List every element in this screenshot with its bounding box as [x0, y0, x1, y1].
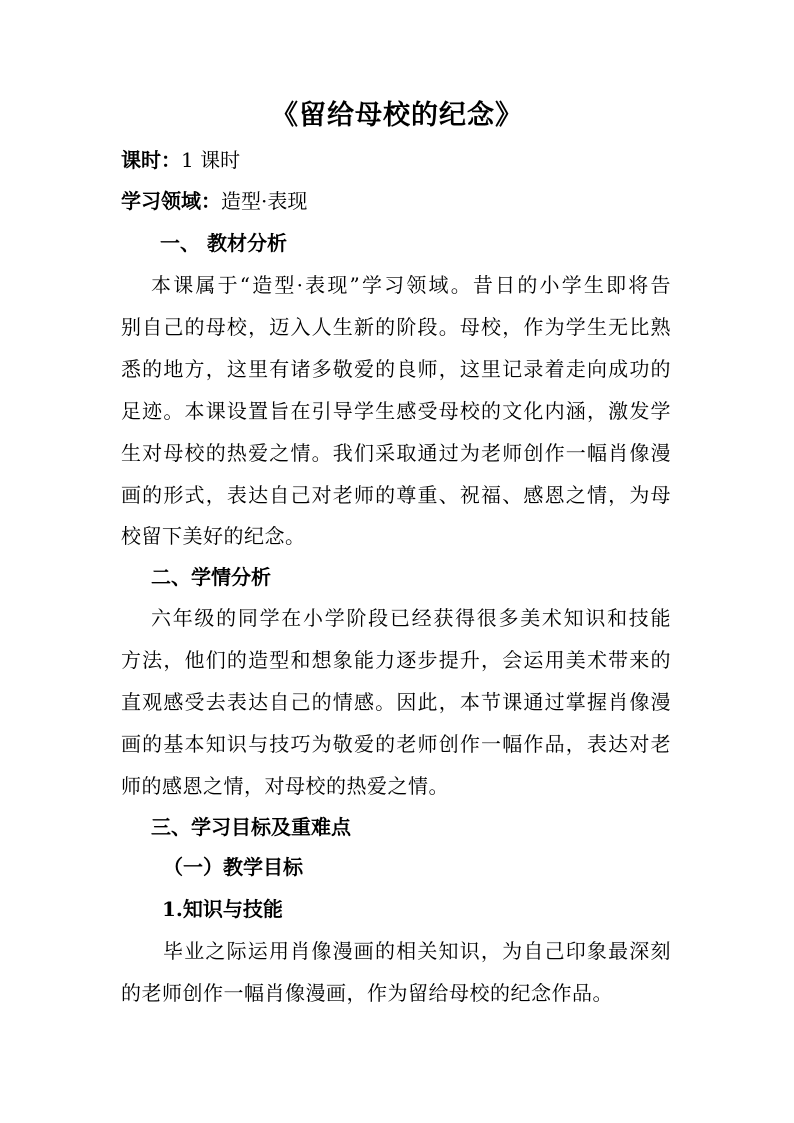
section1-paragraph-line: 本课属于“造型·表现”学习领域。昔日的小学生即将告: [151, 273, 671, 297]
section1-paragraph-line: 生对母校的热爱之情。我们采取通过为老师创作一幅肖像漫: [121, 441, 671, 465]
section2-paragraph-line: 直观感受去表达自己的情感。因此，本节课通过掌握肖像漫: [121, 690, 671, 714]
section3-paragraph-line: 的老师创作一幅肖像漫画，作为留给母校的纪念作品。: [121, 981, 613, 1005]
learning-domain-row: [121, 186, 307, 216]
section2-paragraph-line: 方法，他们的造型和想象能力逐步提升，会运用美术带来的: [121, 648, 671, 672]
section3-item-heading: 1.知识与技能: [162, 897, 283, 921]
section1-paragraph-line: 画的形式，表达自己对老师的尊重、祝福、感恩之情，为母: [121, 483, 671, 507]
class-hours-label: 课时：: [121, 148, 181, 172]
section1-paragraph-line: 足迹。本课设置旨在引导学生感受母校的文化内涵，激发学: [121, 399, 671, 423]
class-hours-value: 1 课时: [181, 148, 241, 172]
learning-domain-value: 造型·表现: [221, 189, 308, 213]
section2-paragraph-line: 画的基本知识与技巧为敬爱的老师创作一幅作品，表达对老: [121, 732, 671, 756]
section1-heading: 一、 教材分析: [160, 231, 287, 255]
section2-paragraph-line: 师的感恩之情，对母校的热爱之情。: [121, 774, 449, 798]
section2-heading: 二、学情分析: [151, 565, 271, 589]
section3-heading: 三、学习目标及重难点: [151, 815, 351, 839]
class-hours-row: [121, 145, 240, 175]
section3-paragraph-line: 毕业之际运用肖像漫画的相关知识，为自己印象最深刻: [163, 939, 671, 963]
section1-paragraph-line: 校留下美好的纪念。: [121, 524, 306, 548]
learning-domain-label: 学习领域：: [121, 189, 221, 213]
section3-subheading: （一）教学目标: [163, 855, 303, 879]
section1-paragraph-line: 悉的地方，这里有诸多敬爱的良师，这里记录着走向成功的: [121, 357, 671, 381]
document-title: 《留给母校的纪念》: [271, 100, 523, 131]
section2-paragraph-line: 六年级的同学在小学阶段已经获得很多美术知识和技能: [151, 606, 671, 630]
section1-paragraph-line: 别自己的母校，迈入人生新的阶段。母校，作为学生无比熟: [121, 315, 671, 339]
